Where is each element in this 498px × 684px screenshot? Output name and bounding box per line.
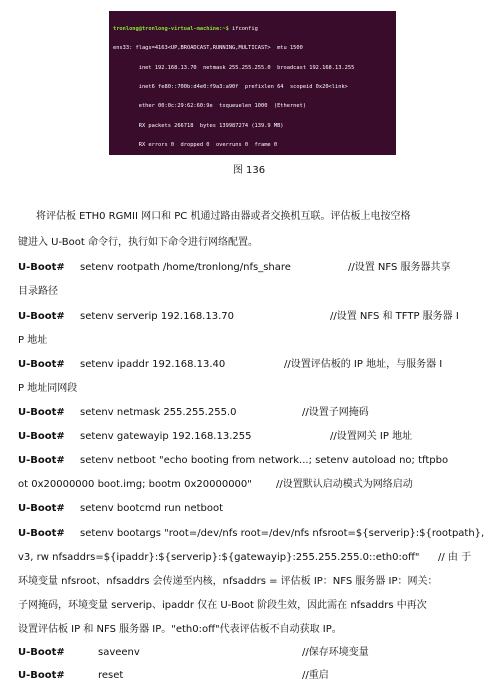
comment-continuation: P 地址同网段 — [18, 383, 78, 394]
terminal-line: ens33: flags=4163<UP,BROADCAST,RUNNING,MULTICAST> mtu 1500 — [113, 45, 303, 52]
command-comment: //设置 NFS 和 TFTP 服务器 I — [330, 311, 459, 322]
explanation-line-1: 环境变量 nfsroot、nfsaddrs 会传递至内核，nfsaddrs = 评估板 IP：NFS 服务器 IP：网关： — [18, 576, 438, 587]
command-comment: //重启 — [302, 670, 329, 681]
terminal-command: ifconfig — [228, 25, 258, 32]
command-text: setenv bootargs "root=/dev/nfs root=/dev/nfs nfsroot=${serverip}:${rootpath}, — [80, 528, 485, 539]
command-line-rootpath — [18, 262, 488, 276]
terminal-line: inet6 fe80::700b:d4e0:f9a3:a90f prefixlen 64 scopeid 0x20<link> — [113, 83, 348, 90]
command-comment: //设置网关 IP 地址 — [330, 431, 413, 442]
command-continuation: v3, rw nfsaddrs=${ipaddr}:${serverip}:${gatewayip}:255.255.255.0::eth0:off" — [18, 552, 420, 563]
uboot-prompt: U-Boot# — [18, 262, 65, 273]
command-comment: //设置子网掩码 — [302, 407, 369, 418]
command-line-serverip — [18, 311, 488, 325]
command-continuation-line — [18, 479, 488, 493]
command-continuation: ot 0x20000000 boot.img; bootm 0x20000000" — [18, 479, 252, 490]
terminal-line: RX packets 266718 bytes 139987274 (139.9 MB) — [113, 122, 284, 129]
command-text: reset — [98, 670, 124, 681]
command-comment: //保存环境变量 — [302, 647, 369, 658]
uboot-prompt: U-Boot# — [18, 647, 65, 658]
command-text: setenv bootcmd run netboot — [80, 503, 224, 514]
command-comment: // 由 于 — [438, 552, 472, 563]
uboot-prompt: U-Boot# — [18, 528, 65, 539]
comment-continuation: 目录路径 — [18, 286, 58, 297]
uboot-prompt: U-Boot# — [18, 455, 65, 466]
command-comment: //设置默认启动模式为网络启动 — [276, 479, 413, 490]
command-continuation-line — [18, 552, 488, 566]
terminal-line: inet 192.168.13.70 netmask 255.255.255.0 broadcast 192.168.13.255 — [113, 64, 355, 71]
command-line-netmask — [18, 407, 488, 421]
terminal-screenshot — [109, 11, 396, 155]
explanation-line-3: 设置评估板 IP 和 NFS 服务器 IP。"eth0:off"代表评估板不自动获取 IP。 — [18, 624, 342, 635]
terminal-line: RX errors 0 dropped 0 overruns 0 frame 0 — [113, 142, 278, 149]
uboot-prompt: U-Boot# — [18, 407, 65, 418]
command-text: setenv netboot "echo booting from network...; setenv autoload no; tftpbo — [80, 455, 449, 466]
command-text: setenv serverip 192.168.13.70 — [80, 311, 234, 322]
command-line-ipaddr — [18, 359, 488, 373]
uboot-prompt: U-Boot# — [18, 359, 65, 370]
figure-caption: 图 136 — [232, 165, 266, 176]
terminal-line — [113, 26, 392, 32]
terminal-line: ether 00:0c:29:62:60:9e txqueuelen 1000 (Ethernet) — [113, 103, 307, 110]
comment-continuation: P 地址 — [18, 335, 48, 346]
command-comment: //设置评估板的 IP 地址，与服务器 I — [284, 359, 443, 370]
command-line-netboot — [18, 455, 488, 469]
command-line-bootcmd — [18, 503, 488, 517]
command-line-bootargs — [18, 528, 488, 542]
uboot-prompt: U-Boot# — [18, 670, 65, 681]
command-text: setenv rootpath /home/tronlong/nfs_share — [80, 262, 291, 273]
command-text: saveenv — [98, 647, 140, 658]
explanation-line-2: 子网掩码，环境变量 serverip、ipaddr 仅在 U-Boot 阶段生效，因此需在 nfsaddrs 中再次 — [18, 600, 427, 611]
terminal-prompt: tronlong@tronlong-virtual-machine:~$ — [113, 25, 229, 32]
command-line-saveenv — [18, 647, 488, 661]
intro-line-2: 键进入 U-Boot 命令行，执行如下命令进行网络配置。 — [18, 237, 258, 248]
command-comment: //设置 NFS 服务器共享 — [348, 262, 451, 273]
intro-line-1: 将评估板 ETH0 RGMII 网口和 PC 机通过路由器或者交换机互联。评估板上电按空格 — [36, 211, 411, 222]
command-line-gatewayip — [18, 431, 488, 445]
command-line-reset — [18, 670, 488, 684]
uboot-prompt: U-Boot# — [18, 311, 65, 322]
uboot-prompt: U-Boot# — [18, 431, 65, 442]
command-text: setenv ipaddr 192.168.13.40 — [80, 359, 226, 370]
uboot-prompt: U-Boot# — [18, 503, 65, 514]
command-text: setenv gatewayip 192.168.13.255 — [80, 431, 252, 442]
command-text: setenv netmask 255.255.255.0 — [80, 407, 237, 418]
